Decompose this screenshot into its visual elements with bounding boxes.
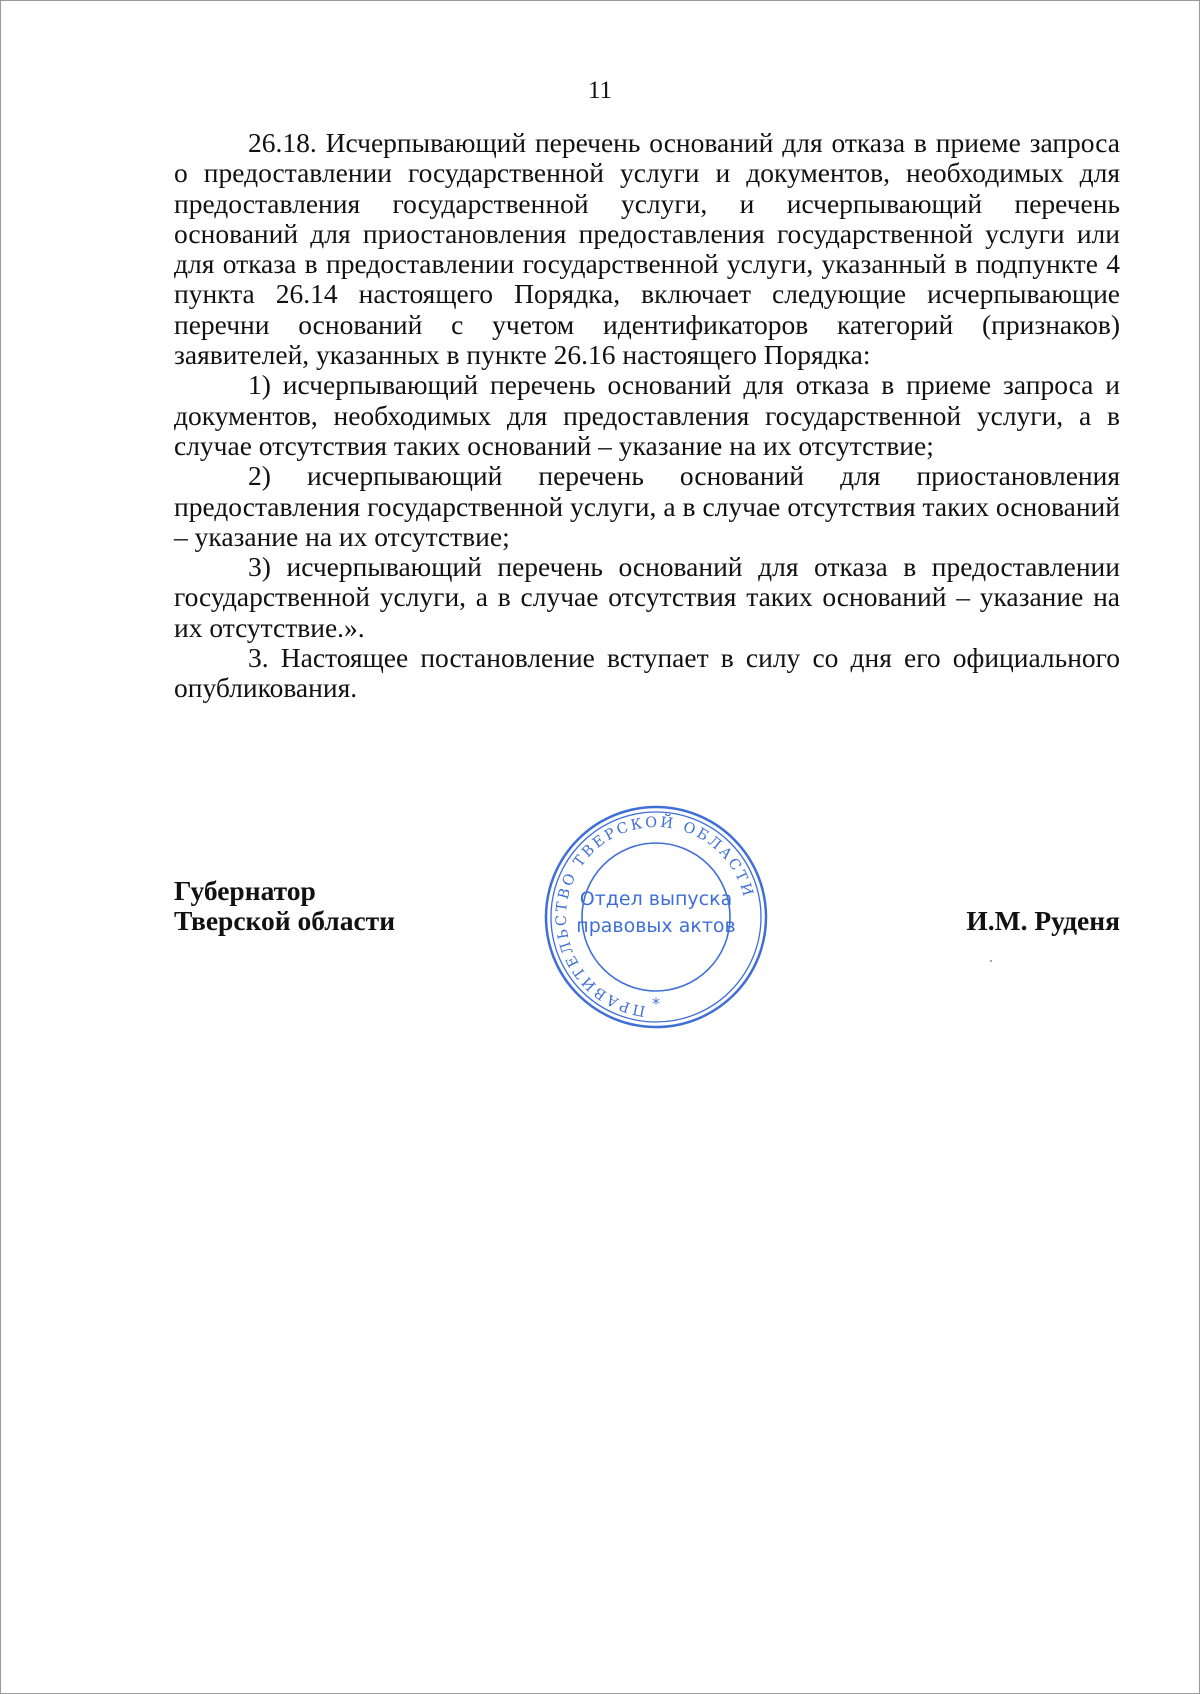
document-body	[174, 128, 1120, 704]
list-item-3: 3) исчерпывающий перечень оснований для отказа в предоставлении государственной услуги, а в случае отсутствия таких оснований – указание на их отсутствие.».	[174, 551, 1120, 643]
paragraph-26-18: 26.18. Исчерпывающий перечень оснований для отказа в приеме запроса о предоставлении государственной услуги и документов, необходимых для предоставления государственной услуги, и исчерпывающий перечень оснований для приостановления предоставления государственной услуги или для отказа в предоставлении государственной услуги, указанный в подпункте 4 пункта 26.14 настоящего Порядка, включает следующие исчерпывающие перечни оснований с учетом идентификаторов категорий (признаков) заявителей, указанных в пункте 26.16 настоящего Порядка:	[174, 127, 1120, 371]
signatory-position	[174, 876, 395, 937]
signatory-position-line2: Тверской области	[174, 905, 396, 937]
stamp-center-line1: Отдел выпуска	[579, 888, 733, 910]
paragraph-effective-date: 3. Настоящее постановление вступает в силу со дня его официального опубликования.	[174, 642, 1120, 704]
signatory-position-line1: Губернатор	[174, 875, 316, 906]
signatory-name: И.М. Руденя	[966, 905, 1120, 937]
list-item-1: 1) исчерпывающий перечень оснований для отказа в приеме запроса и документов, необходимых для предоставления государственной услуги, а в случае отсутствия таких оснований – указание на их отсутствие;	[174, 369, 1120, 461]
stamp-center-line2: правовых актов	[576, 915, 736, 937]
official-stamp	[540, 804, 772, 1030]
stamp-ring-text: ПРАВИТЕЛЬСТВО ТВЕРСКОЙ ОБЛАСТИ	[553, 814, 757, 1019]
page-number: 11	[587, 77, 613, 104]
stamp-star: *	[652, 994, 660, 1013]
scan-speck	[990, 960, 992, 962]
stamp-seal-icon	[540, 804, 772, 1030]
list-item-2: 2) исчерпывающий перечень оснований для приостановления предоставления государственной услуги, а в случае отсутствия таких оснований – указание на их отсутствие;	[174, 460, 1120, 552]
